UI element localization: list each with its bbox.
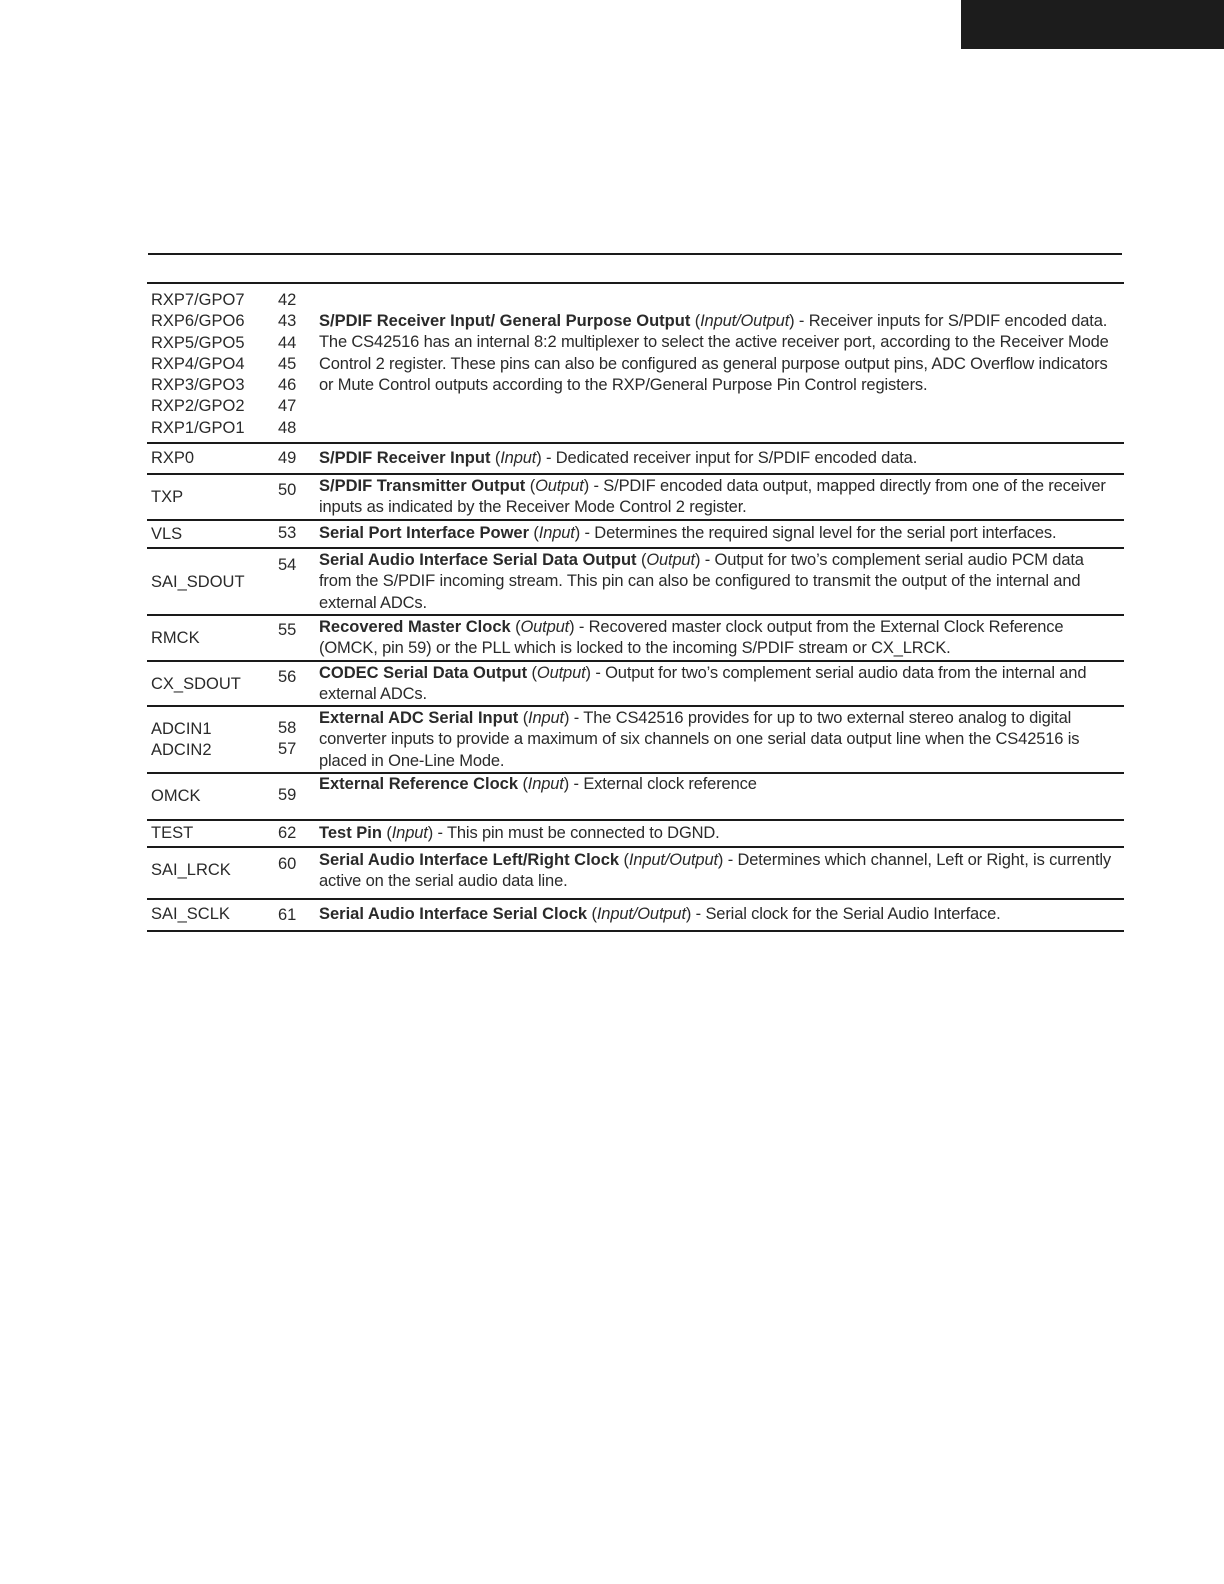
pin-description-text: - External clock reference xyxy=(569,775,757,793)
pin-name: RXP2/GPO2 xyxy=(151,397,245,416)
pin-description: S/PDIF Receiver Input (Input) - Dedicated receiver input for S/PDIF encoded data. xyxy=(319,449,918,467)
pin-direction: Input/Output xyxy=(700,312,790,330)
pin-description-text: - This pin must be connected to DGND. xyxy=(433,824,720,842)
pin-direction: Output xyxy=(520,618,570,636)
pin-description-text: - Determines which channel, Left or Right, is currently active on the serial audio data line. xyxy=(319,851,1112,891)
pin-name: RXP5/GPO5 xyxy=(151,333,245,352)
pin-number: 60 xyxy=(278,855,297,873)
pin-names xyxy=(151,628,275,649)
pin-description: Serial Audio Interface Serial Data Output (Output) - Output for two’s complement serial audio PCM data from the S/PDIF incoming stream. This pin can also be configured to transmit the output of the internal and external ADCs. xyxy=(319,551,1084,612)
pin-number: 57 xyxy=(278,740,297,759)
pin-names xyxy=(151,786,275,807)
pin-names xyxy=(151,524,275,545)
pin-function-title: External Reference Clock xyxy=(319,775,519,793)
pin-description: External Reference Clock (Input) - External clock reference xyxy=(319,775,757,793)
pin-function-title: S/PDIF Receiver Input xyxy=(319,449,491,467)
pin-description-text: - Dedicated receiver input for S/PDIF encoded data. xyxy=(541,449,918,467)
pin-numbers xyxy=(278,620,306,641)
pin-direction: Input/Output xyxy=(628,851,718,869)
pin-name: TXP xyxy=(151,488,184,506)
pin-description: CODEC Serial Data Output (Output) - Output for two’s complement serial audio data from the internal and external ADCs. xyxy=(319,664,1087,704)
pin-number: 59 xyxy=(278,786,297,804)
table-row xyxy=(147,475,1124,521)
pin-name: OMCK xyxy=(151,787,201,805)
pin-names xyxy=(151,448,275,469)
pin-description-table xyxy=(147,282,1124,932)
pin-description-text: - Recovered master clock output from the External Clock Reference (OMCK, pin 59) or the PLL which is locked to the incoming S/PDIF stream or CX_LRCK. xyxy=(319,618,1064,658)
pin-number: 55 xyxy=(278,621,297,639)
pin-description-text: - Output for two’s complement serial audio PCM data from the S/PDIF incoming stream. This pin can also be configured to transmit the output of the internal and external ADCs. xyxy=(319,551,1084,612)
pin-name: RXP0 xyxy=(151,449,195,467)
pin-name: SAI_LRCK xyxy=(151,861,231,879)
header-corner-block xyxy=(961,0,1224,49)
pin-function-title: Serial Port Interface Power xyxy=(319,524,529,542)
pin-description-text: - Determines the required signal level for the serial port interfaces. xyxy=(580,524,1057,542)
pin-name: RXP3/GPO3 xyxy=(151,376,245,395)
pin-name: RMCK xyxy=(151,629,200,647)
table-row xyxy=(147,707,1124,774)
pin-number: 49 xyxy=(278,449,297,467)
pin-names xyxy=(151,904,275,925)
pin-direction: Output xyxy=(646,551,695,569)
pin-name: TEST xyxy=(151,824,194,842)
pin-numbers xyxy=(278,448,306,469)
pin-number: 44 xyxy=(278,333,297,352)
table-top-rule xyxy=(148,253,1122,255)
table-row xyxy=(147,616,1124,662)
pin-description-text: - S/PDIF encoded data output, mapped directly from one of the receiver inputs as indicated by the Receiver Mode Control 2 register. xyxy=(319,477,1106,517)
pin-description: Test Pin (Input) - This pin must be connected to DGND. xyxy=(319,824,720,842)
pin-direction: Input xyxy=(391,824,428,842)
pin-names xyxy=(151,719,275,762)
pin-direction: Input xyxy=(500,449,537,467)
pin-numbers xyxy=(278,785,306,806)
pin-description: Recovered Master Clock (Output) - Recovered master clock output from the External Clock Reference (OMCK, pin 59) or the PLL which is locked to the incoming S/PDIF stream or CX_LRCK. xyxy=(319,618,1064,658)
pin-direction: Input/Output xyxy=(596,905,686,923)
pin-numbers xyxy=(278,854,306,875)
pin-number: 48 xyxy=(278,418,297,437)
table-row xyxy=(147,444,1124,475)
pin-names xyxy=(151,674,275,695)
pin-function-title: External ADC Serial Input xyxy=(319,709,519,727)
pin-direction: Input xyxy=(538,524,575,542)
table-row xyxy=(147,848,1124,900)
pin-description-text: - The CS42516 provides for up to two external stereo analog to digital converter inputs to provide a maximum of six channels on one serial data output line when the CS42516 is placed in One-Line Mode. xyxy=(319,709,1080,770)
pin-number: 54 xyxy=(278,556,297,574)
pin-number: 50 xyxy=(278,481,297,499)
pin-numbers xyxy=(278,480,306,501)
table-row xyxy=(147,774,1124,821)
pin-number: 62 xyxy=(278,824,297,842)
pin-numbers xyxy=(278,555,306,576)
pin-function-title: Serial Audio Interface Serial Data Output xyxy=(319,551,637,569)
pin-name: VLS xyxy=(151,525,183,543)
pin-names xyxy=(151,487,275,508)
pin-direction: Input xyxy=(527,775,564,793)
pin-names xyxy=(151,860,275,881)
pin-description-text: - Receiver inputs for S/PDIF encoded data. The CS42516 has an internal 8:2 multiplexer to select the active receiver port, according to the Receiver Mode Control 2 register. These pins can also be configured as general purpose output pins, ADC Overflow indicators or Mute Control outputs according to the RXP/General Purpose Pin Control registers. xyxy=(319,312,1109,394)
pin-number: 58 xyxy=(278,719,297,737)
table-row xyxy=(147,549,1124,616)
table-row xyxy=(147,521,1124,549)
pin-function-title: Serial Audio Interface Left/Right Clock xyxy=(319,851,620,869)
pin-name: SAI_SDOUT xyxy=(151,573,245,591)
pin-name: ADCIN2 xyxy=(151,741,212,760)
pin-description: Serial Audio Interface Serial Clock (Input/Output) - Serial clock for the Serial Audio Interface. xyxy=(319,905,1001,923)
pin-name: ADCIN1 xyxy=(151,720,212,738)
pin-name: RXP6/GPO6 xyxy=(151,312,245,331)
pin-number: 42 xyxy=(278,291,297,309)
pin-description-text: - Serial clock for the Serial Audio Interface. xyxy=(691,905,1001,923)
pin-names xyxy=(151,572,275,593)
pin-number: 61 xyxy=(278,906,297,924)
pin-name: RXP1/GPO1 xyxy=(151,418,245,437)
pin-description: Serial Port Interface Power (Input) - Determines the required signal level for the serial port interfaces. xyxy=(319,524,1057,542)
table-row xyxy=(147,821,1124,848)
pin-numbers xyxy=(278,823,306,844)
pin-number: 53 xyxy=(278,524,297,542)
pin-name: SAI_SCLK xyxy=(151,905,230,923)
pin-names xyxy=(151,823,275,844)
pin-name: RXP4/GPO4 xyxy=(151,354,245,373)
pin-numbers xyxy=(278,523,306,544)
pin-description-text: - Output for two’s complement serial audio data from the internal and external ADCs. xyxy=(319,664,1087,704)
pin-function-title: S/PDIF Transmitter Output xyxy=(319,477,526,495)
table-row xyxy=(147,662,1124,707)
pin-description: S/PDIF Transmitter Output (Output) - S/PDIF encoded data output, mapped directly from one of the receiver inputs as indicated by the Receiver Mode Control 2 register. xyxy=(319,477,1106,517)
pin-function-title: Serial Audio Interface Serial Clock xyxy=(319,905,588,923)
pin-direction: Output xyxy=(535,477,584,495)
pin-description: S/PDIF Receiver Input/ General Purpose Output (Input/Output) - Receiver inputs for S/PDIF encoded data. The CS42516 has an internal 8:2 multiplexer to select the active receiver port, according to the Receiver Mode Control 2 register. These pins can also be configured as general purpose output pins, ADC Overflow indicators or Mute Control outputs according to the RXP/General Purpose Pin Control registers. xyxy=(319,312,1109,394)
pin-names xyxy=(151,290,275,439)
pin-name: CX_SDOUT xyxy=(151,675,241,693)
pin-numbers xyxy=(278,718,306,761)
pin-function-title: Recovered Master Clock xyxy=(319,618,511,636)
pin-numbers xyxy=(278,290,306,439)
table-row xyxy=(147,284,1124,444)
pin-number: 45 xyxy=(278,354,297,373)
table-row xyxy=(147,900,1124,932)
pin-number: 43 xyxy=(278,312,297,331)
pin-description: External ADC Serial Input (Input) - The CS42516 provides for up to two external stereo analog to digital converter inputs to provide a maximum of six channels on one serial data output line when the CS42516 is placed in One-Line Mode. xyxy=(319,709,1080,770)
pin-function-title: CODEC Serial Data Output xyxy=(319,664,528,682)
pin-number: 46 xyxy=(278,376,297,395)
pin-numbers xyxy=(278,667,306,688)
pin-direction: Input xyxy=(528,709,564,727)
pin-function-title: Test Pin xyxy=(319,824,382,842)
pin-number: 56 xyxy=(278,668,297,686)
pin-function-title: S/PDIF Receiver Input/ General Purpose Output xyxy=(319,312,691,330)
pin-description: Serial Audio Interface Left/Right Clock (Input/Output) - Determines which channel, Left or Right, is currently active on the serial audio data line. xyxy=(319,851,1112,891)
pin-number: 47 xyxy=(278,397,297,416)
pin-numbers xyxy=(278,905,306,926)
pin-direction: Output xyxy=(536,664,586,682)
pin-name: RXP7/GPO7 xyxy=(151,291,245,309)
